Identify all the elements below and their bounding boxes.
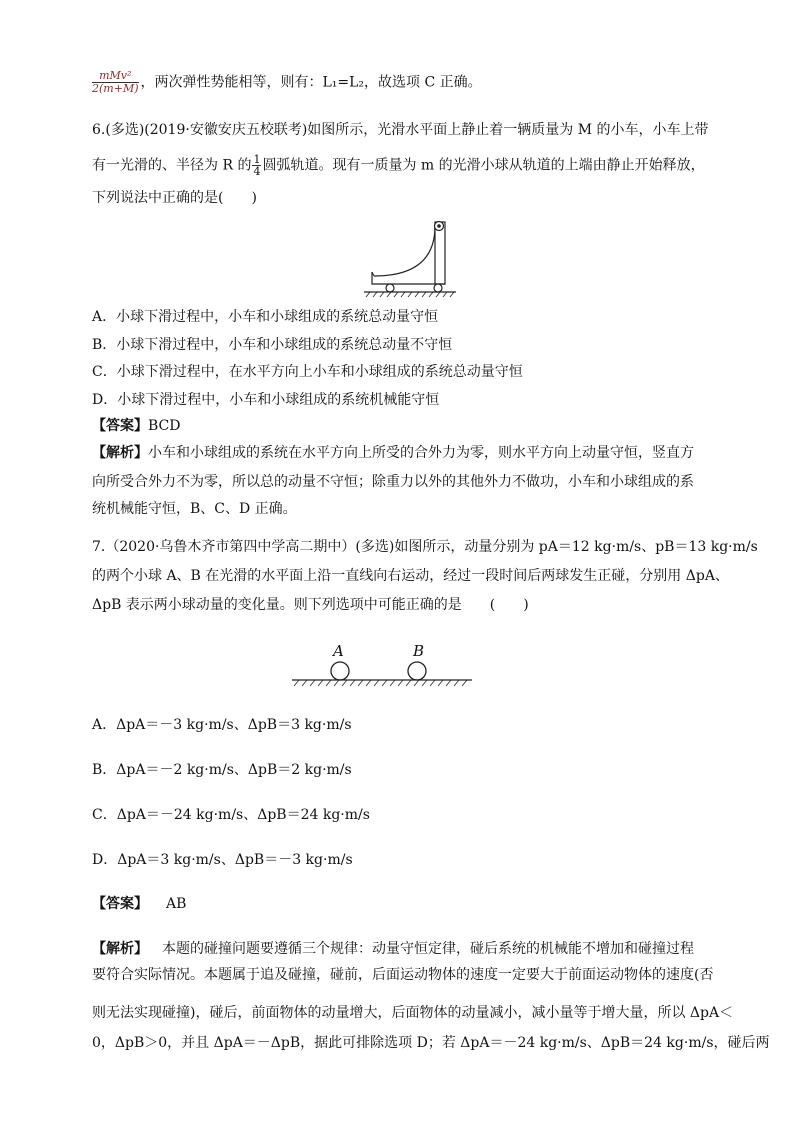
q6-answer: [92, 417, 712, 435]
two-balls-diagram: [290, 640, 474, 690]
q6-option-a: A．小球下滑过程中，小车和小球组成的系统总动量守恒: [92, 309, 439, 325]
wheel-left: [386, 284, 394, 292]
q6-option-c: C．小球下滑过程中，在水平方向上小车和小球组成的系统总动量守恒: [92, 364, 523, 380]
q6-stem-line2: [92, 154, 712, 177]
q6-answer-label: 【答案】: [92, 418, 148, 434]
q7-analysis-line2: 要符合实际情况。本题属于追及碰撞，碰前，后面运动物体的速度一定要大于前面运动物体的速度(否: [92, 967, 714, 983]
q7-analysis-line3: 则无法实现碰撞)，碰后，前面物体的动量增大，后面物体的动量减小，减小量等于增大量，所以 ΔpA＜: [92, 1005, 734, 1021]
wheel-right: [434, 284, 442, 292]
ball-a: [331, 662, 349, 680]
q7-stem-line1: 7.（2020·乌鲁木齐市第四中学高二期中）(多选)如图所示，动量分别为 pA＝12 kg·m/s、pB＝13 kg·m/s: [92, 539, 758, 555]
quarter-fraction: [252, 154, 261, 177]
q7-answer-label: 【答案】: [92, 896, 148, 912]
q6-analysis-text-1: 小车和小球组成的系统在水平方向上所受的合外力为零，则水平方向上动量守恒，竖直方: [148, 445, 694, 461]
fraction-denominator: 2(m+M): [92, 82, 139, 95]
q7-analysis-label: 【解析】: [92, 941, 148, 957]
q6-analysis-label: 【解析】: [92, 445, 148, 461]
q7-analysis-text-1: 本题的碰撞问题要遵循三个规律：动量守恒定律，碰后系统的机械能不增加和碰撞过程: [162, 941, 694, 957]
q6-stem-line1: 6.(多选)(2019·安徽安庆五校联考)如图所示，光滑水平面上静止着一辆质量为 M 的小车，小车上带: [92, 122, 709, 138]
q7-option-b: B．ΔpA＝－2 kg·m/s、ΔpB＝2 kg·m/s: [92, 762, 352, 778]
q6-analysis-line2: 向所受合外力不为零，所以总的动量不守恒；除重力以外的其他外力不做功，小车和小球组成的系: [92, 474, 694, 490]
q7-stem-line3: ΔpB 表示两小球动量的变化量。则下列选项中可能正确的是 ( ): [92, 597, 529, 613]
ball-b: [408, 662, 426, 680]
ball-a-label: A: [333, 642, 344, 660]
q7-option-c: C．ΔpA＝－24 kg·m/s、ΔpB＝24 kg·m/s: [92, 807, 370, 823]
ball-b-label: B: [413, 642, 425, 660]
q6-stem-line3: 下列说法中正确的是( ): [92, 190, 257, 206]
top-tail-text: ，两次弹性势能相等，则有：L₁=L₂，故选项 C 正确。: [140, 74, 482, 91]
q6-option-d: D．小球下滑过程中，小车和小球组成的系统机械能守恒: [92, 392, 440, 408]
top-continuation: [92, 70, 712, 95]
q6-analysis-line1: [92, 444, 712, 462]
q6-line2-pre: 有一光滑的、半径为 R 的: [92, 157, 252, 174]
q7-analysis-line1: [92, 940, 712, 958]
energy-fraction: [92, 70, 139, 95]
q6-answer-value: BCD: [148, 418, 181, 434]
q6-option-b: B．小球下滑过程中，小车和小球组成的系统总动量不守恒: [92, 337, 453, 353]
q7-option-d: D．ΔpA＝3 kg·m/s、ΔpB＝－3 kg·m/s: [92, 852, 353, 868]
quarter-den: 4: [253, 165, 261, 178]
quarter-num: 1: [253, 153, 261, 166]
q6-line2-post: 圆弧轨道。现有一质量为 m 的光滑小球从轨道的上端由静止开始释放，: [262, 157, 705, 174]
fraction-numerator: mMv²: [92, 70, 139, 83]
q7-option-a: A．ΔpA＝－3 kg·m/s、ΔpB＝3 kg·m/s: [92, 717, 352, 733]
q7-answer-value: AB: [166, 896, 187, 912]
q6-analysis-line3: 统机械能守恒，B、C、D 正确。: [92, 501, 297, 517]
cart-arc-diagram: [360, 214, 460, 298]
q7-stem-line2: 的两个小球 A、B 在光滑的水平面上沿一直线向右运动，经过一段时间后两球发生正碰，分别用 ΔpA、: [92, 568, 729, 584]
q7-analysis-line4: 0，ΔpB＞0，并且 ΔpA＝－ΔpB，据此可排除选项 D；若 ΔpA＝－24 kg·m/s、ΔpB＝24 kg·m/s，碰后两: [92, 1035, 770, 1051]
q7-answer: [92, 895, 712, 913]
